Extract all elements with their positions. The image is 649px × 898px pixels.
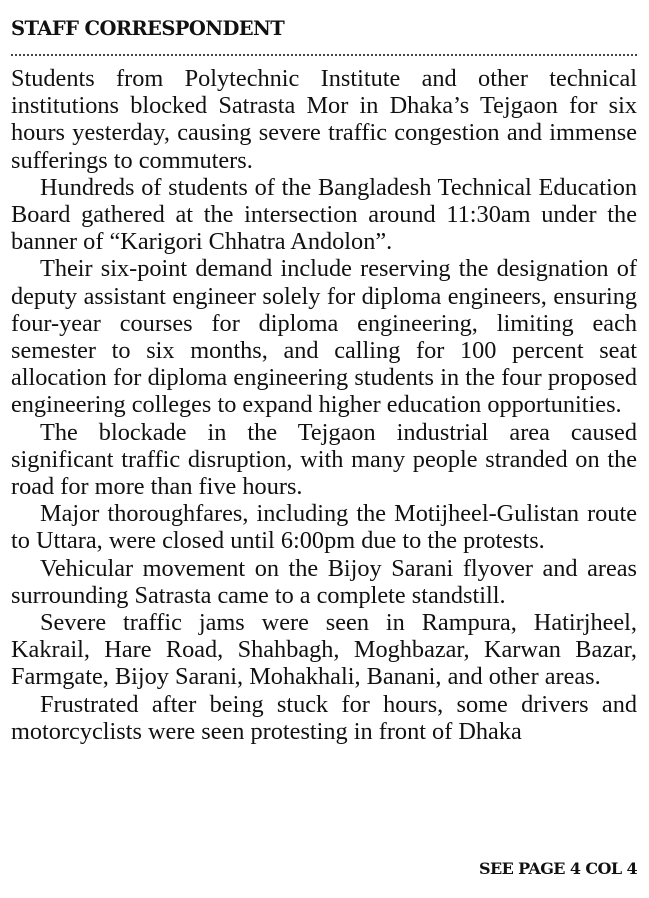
article-paragraph: Severe traffic jams were seen in Rampura, Hatirjheel, Kakrail, Hare Road, Shahbagh, Moghbazar, Karwan Bazar, Farmgate, Bijoy Sarani, Mohakhali, Banani, and other areas. bbox=[11, 609, 637, 691]
article-body bbox=[11, 65, 637, 745]
article-paragraph: The blockade in the Tejgaon industrial area caused significant traffic disruption, with many people stranded on the road for more than five hours. bbox=[11, 418, 637, 501]
article-paragraph: Vehicular movement on the Bijoy Sarani flyover and areas surrounding Satrasta came to a complete standstill. bbox=[11, 554, 637, 609]
article-paragraph: Frustrated after being stuck for hours, some drivers and motorcyclists were seen protesting in front of Dhaka bbox=[11, 690, 637, 745]
news-article bbox=[11, 16, 637, 745]
article-paragraph: Students from Polytechnic Institute and other technical institutions blocked Satrasta Mor in Dhaka’s Tejgaon for six hours yesterday, causing severe traffic congestion and immense sufferings to commuters. bbox=[11, 65, 637, 174]
article-paragraph: Hundreds of students of the Bangladesh Technical Education Board gathered at the intersection around 11:30am under the banner of “Karigori Chhatra Andolon”. bbox=[11, 173, 637, 256]
article-paragraph: Major thoroughfares, including the Motijheel-Gulistan route to Uttara, were closed until 6:00pm due to the protests. bbox=[11, 500, 637, 555]
byline: STAFF CORRESPONDENT bbox=[11, 17, 285, 40]
article-paragraph: Their six-point demand include reserving the designation of deputy assistant engineer solely for diploma engineers, ensuring four-year courses for diploma engineering, limiting each semester to six months, and calling for 100 percent seat allocation for diploma engineering students in the four proposed engineering colleges to expand higher education opportunities. bbox=[11, 255, 637, 419]
continuation-jump-line: SEE PAGE 4 COL 4 bbox=[479, 859, 637, 878]
dotted-divider bbox=[11, 54, 637, 56]
